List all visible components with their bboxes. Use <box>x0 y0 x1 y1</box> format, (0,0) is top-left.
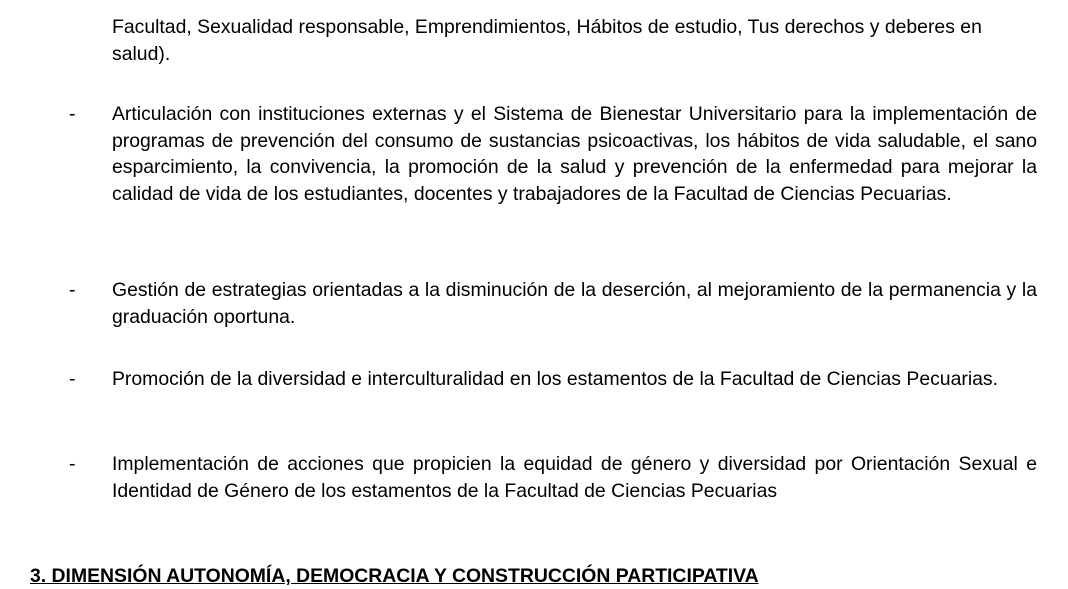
list-item-text: Promoción de la diversidad e interculturalidad en los estamentos de la Facultad de Ciencias Pecuarias. <box>112 368 998 390</box>
bullet-marker: - <box>69 453 76 475</box>
bullet-marker: - <box>69 279 76 301</box>
continuation-paragraph: Facultad, Sexualidad responsable, Emprendimientos, Hábitos de estudio, Tus derechos y deberes en salud). <box>112 16 982 65</box>
bullet-marker: - <box>69 368 76 390</box>
bullet-marker: - <box>69 103 76 125</box>
list-item-text: Implementación de acciones que propicien la equidad de género y diversidad por Orientación Sexual e Identidad de Género de los estamentos de la Facultad de Ciencias Pecuarias <box>112 453 1037 502</box>
list-item-text: Gestión de estrategias orientadas a la disminución de la deserción, al mejoramiento de la permanencia y la graduación oportuna. <box>112 279 1037 328</box>
list-item-text: Articulación con instituciones externas y el Sistema de Bienestar Universitario para la implementación de programas de prevención del consumo de sustancias psicoactivas, los hábitos de vida saludable, el sano esparcimiento, la convivencia, la promoción de la salud y prevención de la enfermedad para mejorar la calidad de vida de los estudiantes, docentes y trabajadores de la Facultad de Ciencias Pecuarias. <box>112 103 1037 205</box>
section-heading: 3. DIMENSIÓN AUTONOMÍA, DEMOCRACIA Y CONSTRUCCIÓN PARTICIPATIVA <box>30 565 759 587</box>
